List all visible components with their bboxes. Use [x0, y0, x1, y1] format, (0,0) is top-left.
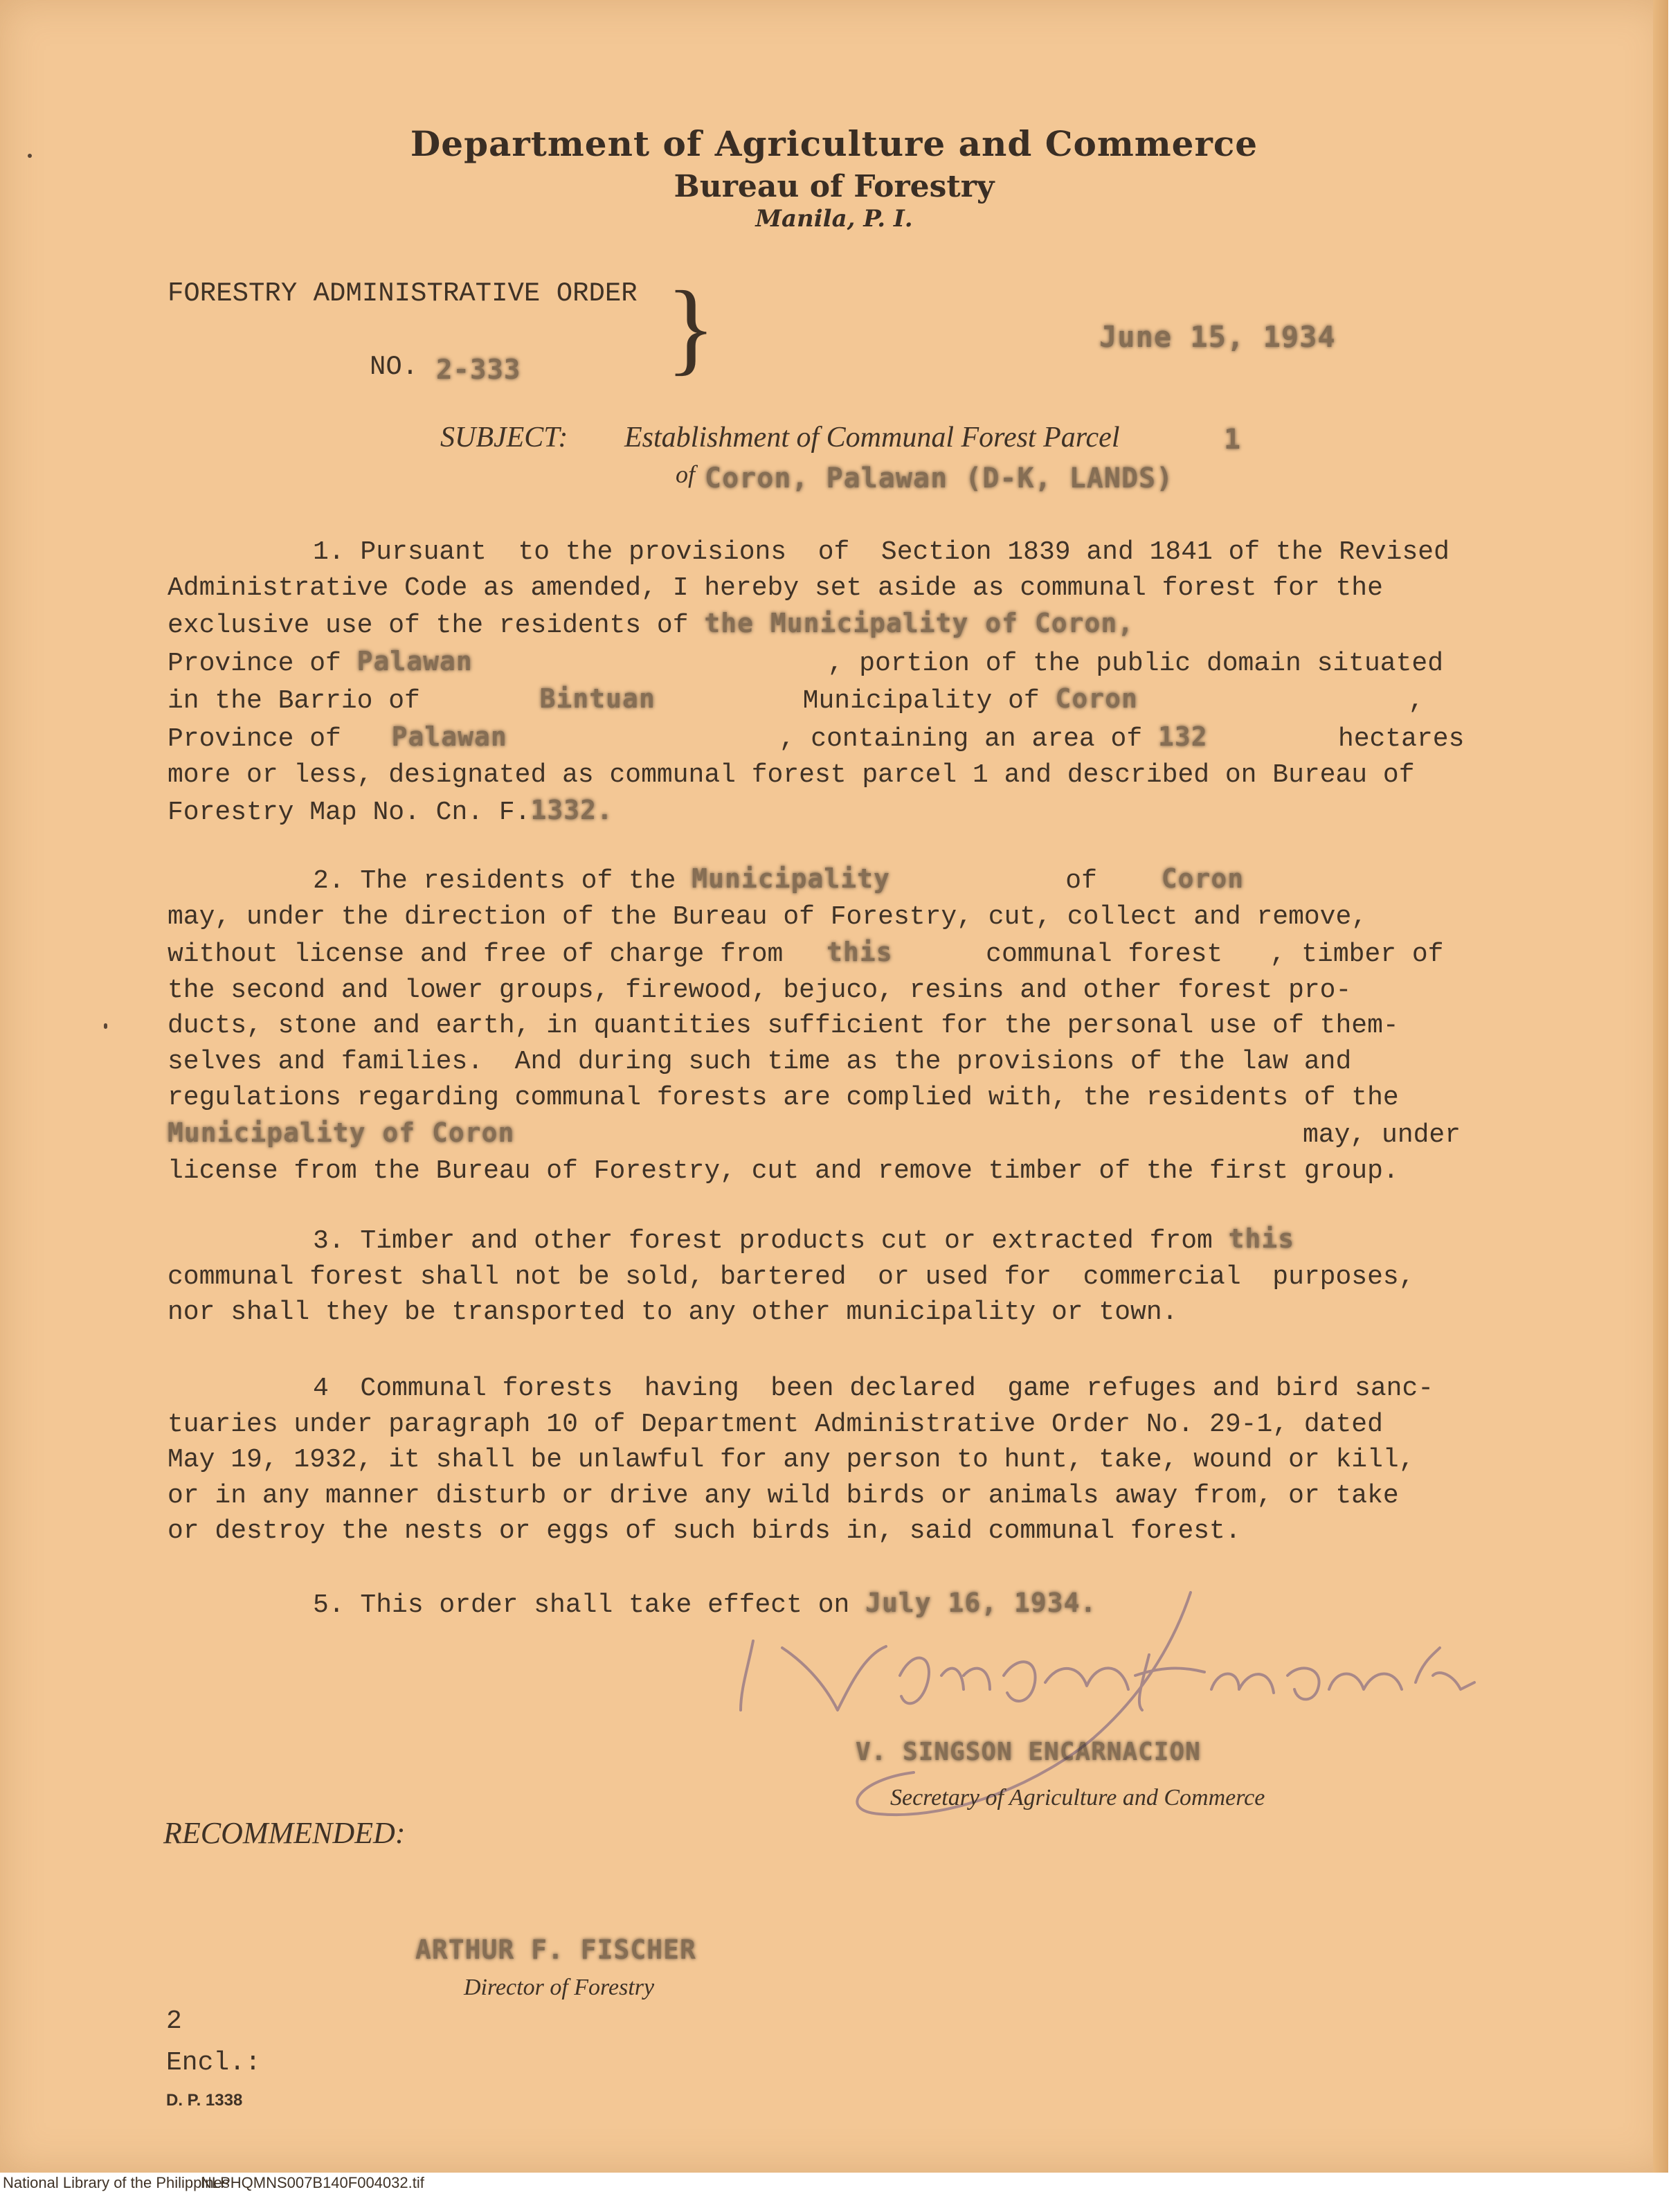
- department-heading: Department of Agriculture and Commerce: [410, 123, 1258, 164]
- page-mark: 2: [166, 2006, 182, 2036]
- p4-line-3: May 19, 1932, it shall be unlawful for any person to hunt, take, wound or kill,: [168, 1445, 1415, 1475]
- p1-line-8: Forestry Map No. Cn. F.1332.: [168, 795, 613, 828]
- file-reference: NLPHQMNS007B140F004032.tif: [201, 2174, 424, 2191]
- p1-province-fill: Palawan: [356, 645, 473, 676]
- enclosure-label: Encl.:: [166, 2048, 261, 2078]
- paragraph-2: [168, 861, 1510, 1189]
- subject-label: SUBJECT:: [440, 422, 568, 453]
- dp-reference: D. P. 1338: [166, 2091, 243, 2110]
- p3-line-1: 3. Timber and other forest products cut or extracted from this: [313, 1223, 1295, 1256]
- p2-line-9: license from the Bureau of Forestry, cut and remove timber of the first group.: [168, 1156, 1399, 1186]
- p1-line-6: Province of Palawan , containing an area of 132 hectares: [168, 719, 1510, 757]
- p2-residents-fill: Municipality of Coron: [168, 1117, 515, 1149]
- p2-municipality-fill: Municipality: [692, 863, 890, 894]
- p5-effective-date-fill: July 16, 1934.: [865, 1588, 1097, 1618]
- subject-text: Establishment of Communal Forest Parcel: [624, 422, 1120, 453]
- order-brace: }: [666, 270, 716, 385]
- order-no-label: NO.: [370, 352, 419, 382]
- p1-line-1: 1. Pursuant to the provisions of Section 1839 and 1841 of the Revised: [313, 537, 1449, 567]
- p1-map-number-fill: 1332.: [530, 795, 613, 826]
- p4-line-4: or in any manner disturb or drive any wild birds or animals away from, or take: [168, 1480, 1399, 1511]
- paper-speck: [104, 1023, 107, 1029]
- p4-line-1: 4 Communal forests having been declared game refuges and bird sanc-: [313, 1374, 1434, 1403]
- recommender-title: Director of Forestry: [464, 1975, 655, 2000]
- p1-residents-fill: the Municipality of Coron,: [704, 608, 1135, 639]
- p4-line-2: tuaries under paragraph 10 of Department Administrative Order No. 29-1, dated: [168, 1409, 1383, 1439]
- signatory-name: V. SINGSON ENCARNACION: [856, 1738, 1201, 1766]
- p1-line-4: Province of Palawan , portion of the public domain situated: [168, 644, 1510, 682]
- p2-line-7: regulations regarding communal forests are complied with, the residents of the: [168, 1082, 1399, 1113]
- paragraph-3: [168, 1221, 1510, 1331]
- p2-line-4: the second and lower groups, firewood, bejuco, resins and other forest pro-: [168, 975, 1352, 1005]
- p2-this-fill: this: [827, 937, 893, 968]
- paragraph-1: [168, 534, 1510, 831]
- p1-area-fill: 132: [1157, 721, 1208, 752]
- p2-coron-fill: Coron: [1161, 863, 1245, 894]
- p3-line-3: nor shall they be transported to any other municipality or town.: [168, 1297, 1178, 1328]
- p2-line-6: selves and families. And during such time as the provisions of the law and: [168, 1046, 1352, 1077]
- p1-line-3: exclusive use of the residents of the Municipality of Coron,: [168, 608, 1135, 641]
- bureau-heading: Bureau of Forestry: [674, 169, 995, 204]
- library-credit: National Library of the Philippines: [3, 2174, 230, 2191]
- p2-line-2: may, under the direction of the Bureau of Forestry, cut, collect and remove,: [168, 901, 1368, 932]
- p1-barrio-fill: Bintuan: [539, 683, 656, 715]
- p2-line-3: without license and free of charge from this communal forest , timber of: [168, 935, 1510, 973]
- p1-province2-fill: Palawan: [391, 721, 507, 752]
- p5-line-1: 5. This order shall take effect on July 16, 1934.: [313, 1588, 1097, 1620]
- subject-place: Coron, Palawan (D-K, LANDS): [705, 462, 1174, 494]
- p1-line-2: Administrative Code as amended, I hereby set aside as communal forest for the: [168, 573, 1383, 603]
- subject-parcel-number: 1: [1224, 424, 1242, 456]
- p4-line-5: or destroy the nests or eggs of such birds in, said communal forest.: [168, 1516, 1241, 1547]
- paragraph-4: [168, 1371, 1510, 1549]
- subject-of: of: [676, 460, 696, 488]
- p2-line-1: 2. The residents of the Municipality of Coron: [168, 861, 1510, 899]
- p3-this-fill: this: [1228, 1223, 1295, 1254]
- order-number: 2-333: [436, 354, 521, 386]
- p2-line-8: Municipality of Coron may, under: [168, 1115, 1510, 1153]
- recommended-label: RECOMMENDED:: [163, 1816, 406, 1850]
- order-date: June 15, 1934: [1099, 320, 1336, 354]
- p3-line-2: communal forest shall not be sold, bartered or used for commercial purposes,: [168, 1261, 1415, 1292]
- recommender-name: ARTHUR F. FISCHER: [415, 1934, 696, 1965]
- p2-line-5: ducts, stone and earth, in quantities sufficient for the personal use of them-: [168, 1011, 1399, 1041]
- order-label: FORESTRY ADMINISTRATIVE ORDER: [168, 278, 638, 309]
- paper-speck: [28, 154, 32, 158]
- p1-line-7: more or less, designated as communal forest parcel 1 and described on Bureau of: [168, 760, 1415, 790]
- p1-line-5: in the Barrio of Bintuan Municipality of Coron ,: [168, 681, 1510, 719]
- p1-municipality-fill: Coron: [1055, 683, 1138, 715]
- signatory-title: Secretary of Agriculture and Commerce: [890, 1785, 1265, 1811]
- location-heading: Manila, P. I.: [755, 205, 913, 233]
